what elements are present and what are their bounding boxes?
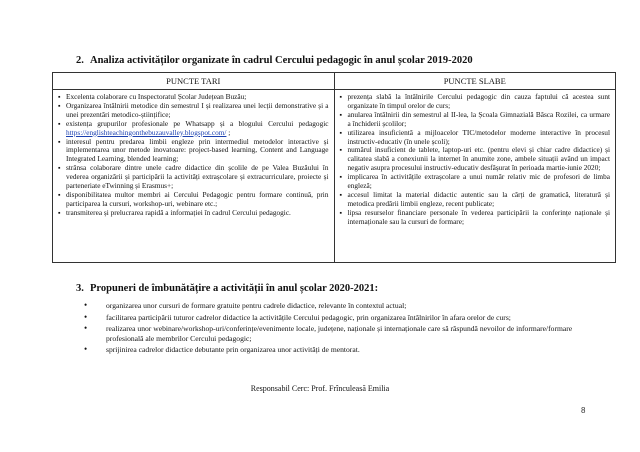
section-2-number: 2. bbox=[76, 55, 84, 66]
strength-item: ▪ Organizarea întâlnirii metodice din semestrul I și realizarea unei lecții demonstrative și a unei prezentări metodico-științifice; bbox=[58, 102, 329, 120]
strength-item-text: existența grupurilor profesionale pe Whatsapp și a blogului Cercului pedagogic bbox=[66, 118, 329, 128]
weakness-item: ▪ implicarea în activitățile extrașcolare a unui număr relativ mic de profesori de limba engleză; bbox=[340, 173, 611, 191]
weakness-item: ▪ prezența slabă la întâlnirile Cercului pedagogic din cauza faptului că acestea sunt organizate în timpul orelor de curs; bbox=[340, 93, 611, 111]
proposal-item: • facilitarea participării tuturor cadrelor didactice la activitățile Cercului pedagogic, prin organizarea întâlnirilor în afara orelor de curs; bbox=[76, 313, 596, 322]
weakness-item: ▪ accesul limitat la material didactic autentic sau la cărți de gramatică, literatură și metodica predării limbii engleze, recent publicate; bbox=[340, 191, 611, 209]
section-2-heading bbox=[76, 55, 473, 66]
proposal-item: • realizarea unor webinare/workshop-uri/conferințe/evenimente locale, județene, naționale și internaționale care să răspundă nevoilor de informare/formare profesională ale membrilor Cercului pedagogic; bbox=[76, 324, 596, 343]
strength-item: ▪ strânsa colaborare dintre unele cadre didactice din școlile de pe Valea Buzăului în vederea organizării și participării la activități extrașcolare și extracurriculare, proiecte și parteneriate eTwinning și Erasmus+; bbox=[58, 164, 329, 191]
weakness-item: ▪ anularea întâlnirii din semestrul al II-lea, la Școala Gimnazială Bâsca Rozilei, ca urmare a închiderii școlilor; bbox=[340, 111, 611, 129]
proposal-item: • organizarea unor cursuri de formare gratuite pentru cadrele didactice, relevante în contextul actual; bbox=[76, 301, 596, 310]
weakness-item: ▪ numărul insuficient de tablete, laptop-uri etc. (pentru elevi și chiar cadre didactice) și calitatea slabă a conexiunii la internet în anumite zone, ambele situații având un impact negativ asupra procesului instructiv-educativ desfășurat în perioada martie-iunie 2020; bbox=[340, 146, 611, 173]
strength-item-suffix: ; bbox=[226, 127, 231, 137]
blog-link[interactable]: https://englishteachingonthebuzauvalley.blogspot.com/ bbox=[66, 127, 227, 137]
proposals-list bbox=[76, 301, 596, 357]
weakness-item: ▪ lipsa resurselor financiare personale în vederea participării la conferințe naționale și internaționale sau la cursuri de formare; bbox=[340, 209, 611, 227]
strength-item: ▪ transmiterea și prelucrarea rapidă a informației în cadrul Cercului pedagogic. bbox=[58, 209, 329, 218]
strength-item: ▪ interesul pentru predarea limbii engleze prin intermediul metodelor interactive și implementarea unor metode inovatoare: project-based learning, Content and Language Integrated Learning, blended learning; bbox=[58, 138, 329, 165]
signature-line: Responsabil Cerc: Prof. Frînculeasă Emilia bbox=[250, 384, 390, 393]
section-3-heading bbox=[76, 283, 378, 294]
weaknesses-cell bbox=[334, 90, 616, 263]
header-weaknesses: PUNCTE SLABE bbox=[334, 73, 616, 90]
strengths-list bbox=[58, 93, 329, 218]
section-3-title: Propuneri de îmbunătățire a activității în anul școlar 2020-2021: bbox=[90, 283, 379, 294]
weaknesses-list bbox=[340, 93, 611, 227]
proposal-item: • sprijinirea cadrelor didactice debutante prin organizarea unor activități de mentorat. bbox=[76, 345, 596, 354]
swot-table bbox=[52, 72, 616, 263]
section-2-title: Analiza activităților organizate în cadrul Cercului pedagogic în anul școlar 2019-2020 bbox=[90, 55, 473, 66]
strength-item: ▪ disponibilitatea multor membri ai Cercului Pedagogic pentru formare continuă, prin participarea la cursuri, workshop-uri, webinare etc.; bbox=[58, 191, 329, 209]
strengths-cell bbox=[53, 90, 335, 263]
section-3-number: 3. bbox=[76, 283, 84, 294]
strength-item bbox=[58, 120, 329, 138]
page-number: 8 bbox=[581, 406, 586, 415]
strength-item: ▪ Excelenta colaborare cu Inspectoratul Școlar Județean Buzău; bbox=[58, 93, 329, 102]
header-strengths: PUNCTE TARI bbox=[53, 73, 335, 90]
weakness-item: ▪ utilizarea insuficientă a mijloacelor TIC/metodelor moderne interactive în procesul instructiv-educativ (în unele școli); bbox=[340, 129, 611, 147]
